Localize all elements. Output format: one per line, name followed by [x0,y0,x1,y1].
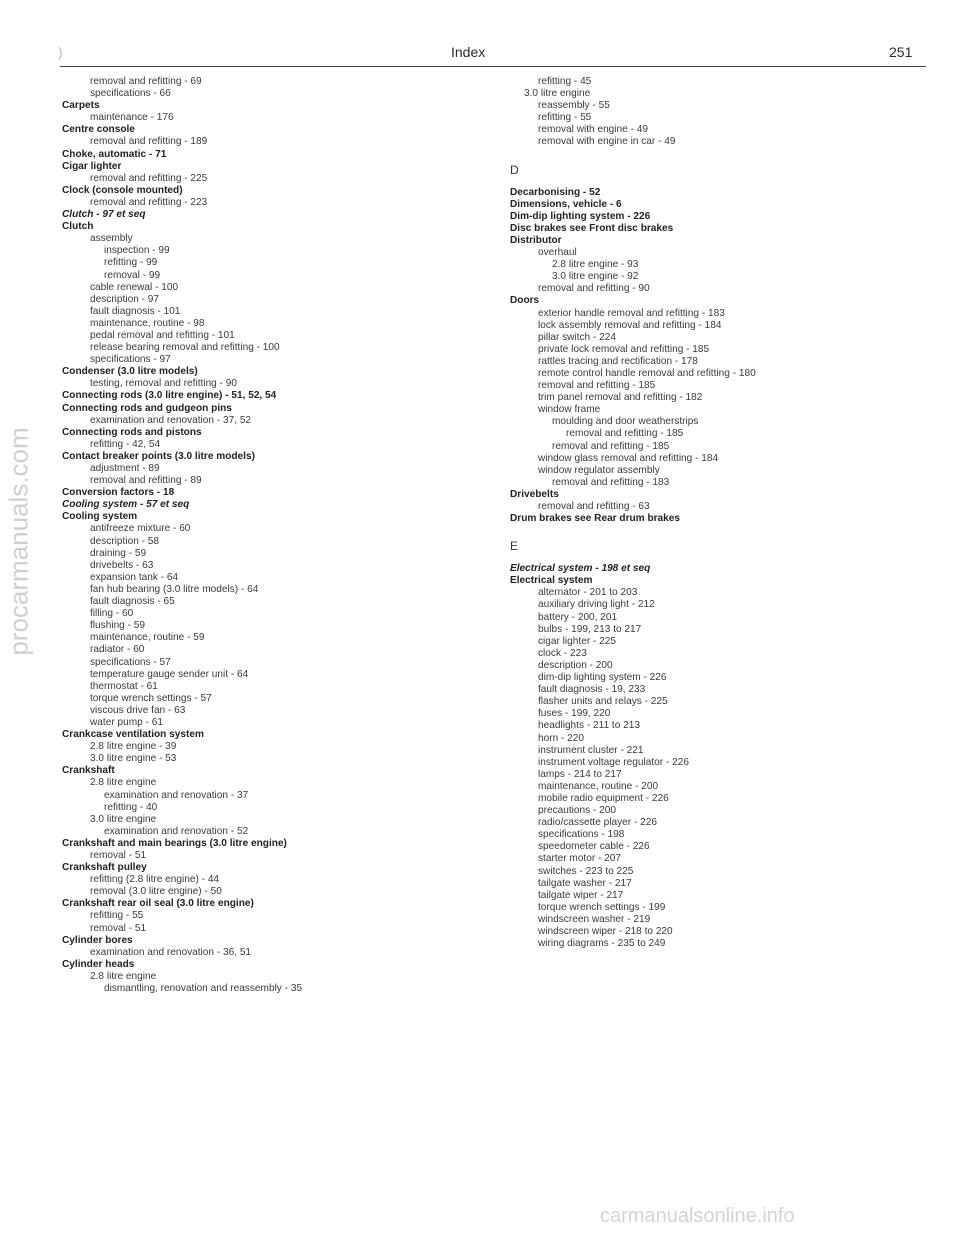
index-subentry: refitting (2.8 litre engine) - 44 [90,874,220,886]
index-subentry: window glass removal and refitting - 184 [538,452,719,464]
index-subentry: switches - 223 to 225 [538,865,634,877]
index-subentry: removal and refitting - 183 [552,476,670,488]
index-heading: Cylinder heads [62,958,135,970]
index-subentry: maintenance, routine - 59 [90,632,205,644]
index-subentry: battery - 200, 201 [538,611,618,623]
bottom-watermark: carmanualsonline.info [600,1205,795,1227]
index-subentry: description - 58 [90,535,160,547]
index-heading: Centre console [62,124,135,136]
index-subentry: 2.8 litre engine [90,777,157,789]
index-subentry: specifications - 97 [90,354,171,366]
index-subentry: clock - 223 [538,647,587,659]
index-heading: Doors [510,295,540,307]
index-subentry: refitting - 55 [90,910,144,922]
index-subentry: removal and refitting - 189 [90,136,208,148]
index-subentry: private lock removal and refitting - 185 [538,343,710,355]
index-heading: Crankshaft pulley [62,862,147,874]
index-subentry: removal - 99 [104,269,161,281]
index-subentry: speedometer cable - 226 [538,841,650,853]
index-heading: Crankcase ventilation system [62,729,204,741]
index-subentry: reassembly - 55 [538,100,610,112]
index-subentry: 2.8 litre engine [90,970,157,982]
index-subentry: temperature gauge sender unit - 64 [90,668,249,680]
index-subentry: wiring diagrams - 235 to 249 [538,938,666,950]
index-subentry: bulbs - 199, 213 to 217 [538,623,642,635]
index-heading: Carpets [62,100,100,112]
index-heading: Clutch [62,221,94,233]
index-subentry: alternator - 201 to 203 [538,587,638,599]
side-watermark [0,360,34,720]
index-heading: Cylinder bores [62,934,133,946]
section-letter: D [510,162,519,177]
index-subentry: torque wrench settings - 199 [538,901,666,913]
index-subentry: specifications - 66 [90,88,171,100]
index-subentry: refitting - 99 [104,257,158,269]
index-subentry: radio/cassette player - 226 [538,817,657,829]
index-subentry: removal - 51 [90,850,147,861]
index-subentry: windscreen washer - 219 [538,913,651,925]
index-subentry: expansion tank - 64 [90,571,179,583]
index-subentry: filling - 60 [90,608,134,620]
index-subentry: removal and refitting - 185 [552,440,670,452]
index-subentry: exterior handle removal and refitting - 183 [538,307,725,319]
index-subentry: flushing - 59 [90,620,145,632]
index-subentry: lock assembly removal and refitting - 184 [538,319,722,331]
index-heading: Cooling system [62,511,138,523]
index-subentry: precautions - 200 [538,805,616,817]
index-subentry: release bearing removal and refitting - 100 [90,342,280,354]
index-subentry: fault diagnosis - 19, 233 [538,684,646,696]
index-subentry: removal and refitting - 185 [538,380,656,392]
index-subentry: window regulator assembly [538,464,660,476]
index-subentry: inspection - 99 [104,245,170,257]
index-subentry: drivebelts - 63 [90,559,154,571]
index-subentry: examination and renovation - 52 [104,825,249,837]
index-subentry: 3.0 litre engine - 53 [90,753,177,765]
index-subentry: dim-dip lighting system - 226 [538,672,667,684]
index-subentry: cable renewal - 100 [90,281,179,293]
index-heading: Cigar lighter [62,160,122,172]
index-subentry: fuses - 199, 220 [538,708,611,720]
index-column-left [62,76,502,995]
index-subentry: headlights - 211 to 213 [538,720,640,732]
index-subentry: removal and refitting - 89 [90,475,202,487]
index-subentry: pedal removal and refitting - 101 [90,329,235,341]
index-heading: Connecting rods and pistons [62,426,202,438]
index-subentry: horn - 220 [538,732,585,744]
index-subentry: 3.0 litre engine - 92 [552,271,639,283]
index-subentry: 3.0 litre engine [524,88,591,100]
index-subentry: windscreen wiper - 218 to 220 [538,926,673,937]
index-subentry: instrument voltage regulator - 226 [538,756,689,768]
index-subentry: flasher units and relays - 225 [538,696,668,708]
index-subentry: removal and refitting - 69 [90,76,202,87]
index-heading: Dim-dip lighting system - 226 [510,210,651,222]
page-title: Index [451,44,486,60]
index-subentry: fault diagnosis - 101 [90,305,181,317]
index-subentry: mobile radio equipment - 226 [538,792,669,804]
index-subentry: instrument cluster - 221 [538,744,644,756]
index-subentry: 2.8 litre engine - 39 [90,741,177,753]
index-heading: Connecting rods and gudgeon pins [62,402,232,414]
index-heading: Connecting rods (3.0 litre engine) - 51, 52, 54 [62,390,277,402]
index-subentry: 2.8 litre engine - 93 [552,259,639,271]
index-subentry: refitting - 40 [104,801,158,813]
index-subentry: cigar lighter - 225 [538,635,616,647]
index-subentry: description - 200 [538,659,613,671]
index-subentry: starter motor - 207 [538,853,622,865]
index-subentry: removal - 51 [90,922,147,934]
index-subentry: specifications - 57 [90,656,171,668]
index-subentry: viscous drive fan - 63 [90,704,186,716]
index-heading: Conversion factors - 18 [62,487,175,499]
index-heading: Cooling system - 57 et seq [62,499,190,511]
index-subentry: water pump - 61 [90,716,163,728]
index-subentry: rattles tracing and rectification - 178 [538,355,698,367]
index-heading: Electrical system [510,575,593,587]
index-subentry: maintenance, routine - 98 [90,317,205,329]
index-subentry: torque wrench settings - 57 [90,692,212,704]
index-subentry: specifications - 198 [538,829,625,841]
index-heading: Disc brakes see Front disc brakes [510,222,674,234]
index-subentry: moulding and door weatherstrips [552,416,699,428]
index-subentry: maintenance, routine - 200 [538,780,659,792]
index-subentry: fan hub bearing (3.0 litre models) - 64 [90,583,259,595]
index-subentry: removal (3.0 litre engine) - 50 [90,886,222,898]
index-heading: Crankshaft and main bearings (3.0 litre engine) [62,837,287,849]
index-subentry: removal with engine - 49 [538,124,648,136]
page-number: 251 [889,44,913,60]
index-subentry: removal and refitting - 185 [566,428,684,440]
index-subentry: description - 97 [90,293,160,305]
index-subentry: draining - 59 [90,547,147,559]
index-subentry: assembly [90,233,133,245]
index-subentry: window frame [538,404,601,416]
index-subentry: examination and renovation - 37, 52 [90,414,252,426]
index-column-right [510,76,950,950]
index-subentry: thermostat - 61 [90,680,158,692]
index-heading: Choke, automatic - 71 [62,148,167,160]
index-subentry: lamps - 214 to 217 [538,768,622,780]
index-subentry: removal and refitting - 223 [90,196,208,208]
index-subentry: trim panel removal and refitting - 182 [538,392,703,404]
index-subentry: radiator - 60 [90,644,145,656]
index-heading: Drum brakes see Rear drum brakes [510,513,680,525]
index-heading: Contact breaker points (3.0 litre models) [62,450,255,462]
index-subentry: overhaul [538,247,577,259]
index-heading: Clock (console mounted) [62,184,183,196]
index-heading: Crankshaft rear oil seal (3.0 litre engine) [62,898,254,910]
index-heading: Electrical system - 198 et seq [510,563,651,575]
header-divider [60,66,926,67]
index-subentry: pillar switch - 224 [538,331,616,343]
index-subentry: adjustment - 89 [90,463,160,474]
index-subentry: removal and refitting - 90 [538,283,650,295]
index-heading: Dimensions, vehicle - 6 [510,198,622,210]
index-subentry: tailgate wiper - 217 [538,889,624,901]
index-subentry: maintenance - 176 [90,112,174,124]
index-subentry: dismantling, renovation and reassembly - 35 [104,983,303,995]
index-subentry: refitting - 55 [538,112,592,124]
index-subentry: examination and renovation - 37 [104,789,249,801]
index-subentry: examination and renovation - 36, 51 [90,946,252,958]
index-heading: Clutch - 97 et seq [62,209,146,221]
index-subentry: 3.0 litre engine [90,813,157,825]
index-subentry: remote control handle removal and refitting - 180 [538,367,756,379]
index-subentry: auxiliary driving light - 212 [538,599,655,611]
index-subentry: removal and refitting - 225 [90,172,208,184]
index-subentry: refitting - 45 [538,76,592,87]
index-heading: Drivebelts [510,488,559,500]
index-heading: Crankshaft [62,765,115,777]
index-subentry: tailgate washer - 217 [538,877,632,889]
index-subentry: fault diagnosis - 65 [90,596,175,608]
index-subentry: removal with engine in car - 49 [538,136,676,148]
stray-parenthesis: ) [58,44,63,60]
index-subentry: refitting - 42, 54 [90,438,161,450]
side-watermark-text: procarmanuals.com [3,427,34,656]
index-subentry: removal and refitting - 63 [538,501,650,512]
index-heading: Distributor [510,234,562,246]
index-subentry: testing, removal and refitting - 90 [90,378,237,390]
section-letter: E [510,539,519,554]
index-subentry: antifreeze mixture - 60 [90,523,191,535]
index-heading: Condenser (3.0 litre models) [62,366,198,378]
index-heading: Decarbonising - 52 [510,186,601,198]
